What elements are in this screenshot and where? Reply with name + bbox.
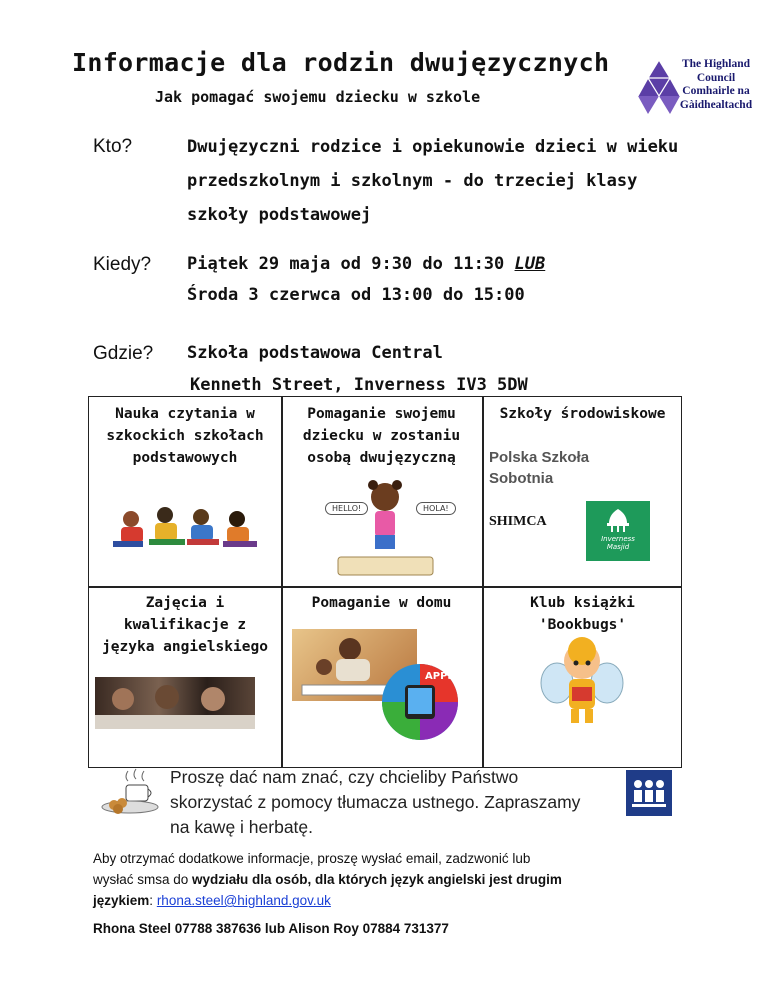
grid-divider: [89, 586, 681, 588]
cell-english-classes: [89, 592, 281, 658]
interpreter-note: [170, 765, 620, 840]
info-text-bold: wydziału dla osób, dla których język angielski jest drugim: [192, 872, 562, 887]
children-reading-icon: [103, 497, 268, 557]
bilingual-girl-icon: [318, 477, 453, 582]
info-text: :: [149, 893, 157, 908]
or-label: LUB: [514, 254, 546, 274]
hello-bubble: HELLO!: [325, 502, 368, 515]
cell-home-help-title: Pomaganie w domu: [311, 595, 452, 611]
cell-bookbugs: [482, 592, 683, 636]
where-line2: Kenneth Street, Inverness IV3 5DW: [190, 375, 528, 395]
who-label: Kto?: [93, 136, 133, 157]
inverness-masjid-logo: [586, 501, 650, 561]
note-line: skorzystać z pomocy tłumacza ustnego. Zapraszamy: [170, 792, 581, 812]
cell-bilingual: [281, 403, 482, 469]
cell-text: dziecku w zostaniu: [302, 428, 461, 444]
cell-reading: [89, 403, 281, 469]
who-line: szkoły podstawowej: [187, 205, 372, 225]
people-photo-icon: [95, 677, 255, 729]
shimca-label: SHIMCA: [489, 514, 547, 529]
contact-phones: Rhona Steel 07788 387636 lub Alison Roy 07884 731377: [93, 921, 449, 936]
cell-text: Zajęcia i: [145, 595, 225, 611]
email-link[interactable]: rhona.steel@highland.gov.uk: [156, 893, 331, 908]
info-text-bold: językiem: [93, 893, 150, 908]
polish-school: [489, 447, 589, 489]
masjid-line: Masjid: [606, 543, 630, 551]
polish-school-line: Sobotnia: [489, 470, 554, 487]
when-text: [187, 249, 545, 311]
cell-text: Pomaganie swojemu: [307, 406, 456, 422]
cell-text: podstawowych: [132, 450, 238, 466]
apps-label: APPS: [425, 671, 455, 682]
grid-divider: [482, 397, 484, 767]
masjid-line: Inverness: [601, 535, 635, 543]
contact-info: [93, 848, 693, 911]
cell-text: kwalifikacje z: [123, 617, 247, 633]
adult-class-photo: [95, 677, 255, 729]
when-line: Piątek 29 maja od 9:30 do 11:30: [187, 254, 505, 274]
cell-text: osobą dwujęzyczną: [307, 450, 456, 466]
logo-line: Gàidhealtachd: [679, 98, 753, 111]
mosque-icon: [603, 507, 633, 533]
apps-icon: [379, 661, 461, 743]
coffee-cookies-icon: [100, 767, 160, 819]
logo-line: The Highland: [681, 58, 751, 70]
topics-grid: [88, 396, 682, 768]
bookbug-icon: [539, 637, 625, 729]
interpreter-icon: [626, 770, 672, 816]
cell-text: Nauka czytania w: [115, 406, 255, 422]
info-line: [93, 869, 693, 890]
hola-bubble: HOLA!: [416, 502, 456, 515]
where-label: Gdzie?: [93, 343, 154, 364]
who-line: przedszkolnym i szkolnym - do trzeciej klasy: [187, 171, 638, 191]
info-text: wysłać smsa do: [93, 872, 193, 887]
when-label: Kiedy?: [93, 254, 152, 275]
cell-text: Klub książki: [530, 595, 635, 611]
page-subtitle: Jak pomagać swojemu dziecku w szkole: [155, 88, 481, 106]
highland-council-logo: [636, 58, 754, 118]
who-text: [187, 132, 678, 231]
info-line: Aby otrzymać dodatkowe informacje, proszę wysłać email, zadzwonić lub: [93, 851, 531, 866]
note-line: na kawę i herbatę.: [170, 817, 314, 837]
logo-line: Comhairle na: [682, 85, 750, 97]
cell-community-schools-title: Szkoły środowiskowe: [499, 406, 666, 422]
polish-school-line: Polska Szkoła: [489, 449, 590, 466]
cell-text: języka angielskiego: [102, 639, 268, 655]
note-line: Proszę dać nam znać, czy chcieliby Państwo: [170, 767, 519, 787]
logo-line: Council: [696, 71, 736, 84]
info-line: [93, 890, 693, 911]
cell-text: szkockich szkołach: [106, 428, 264, 444]
who-line: Dwujęzyczni rodzice i opiekunowie dzieci w wieku: [187, 137, 679, 157]
page-title: Informacje dla rodzin dwujęzycznych: [72, 48, 610, 77]
when-line: Środa 3 czerwca od 13:00 do 15:00: [187, 285, 525, 305]
where-line1: Szkoła podstawowa Central: [187, 343, 443, 363]
cell-text: 'Bookbugs': [538, 617, 627, 633]
